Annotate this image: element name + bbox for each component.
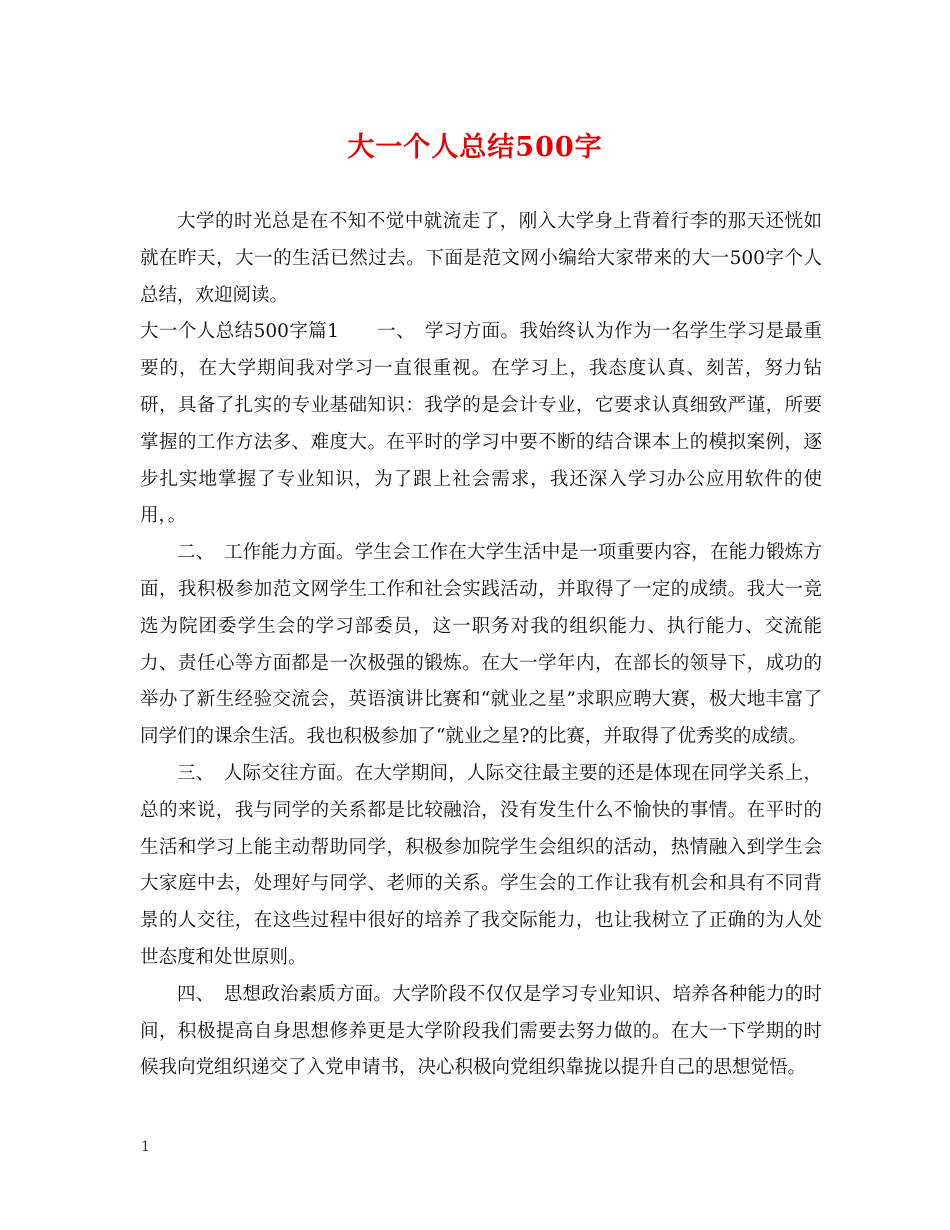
paragraph-interpersonal: 三、 人际交往方面。在大学期间，人际交往最主要的还是体现在同学关系上，总的来说，我与同学的关系都是比较融洽，没有发生什么不愉快的事情。在平时的生活和学习上能主动帮助同学，积极参加院学生会组织的活动，热情融入到学生会大家庭中去，处理好与同学、老师的关系。学生会的工作让我有机会和具有不同背景的人交往，在这些过程中很好的培养了我交际能力，也让我树立了正确的为人处世态度和处世原则。 (140, 762, 822, 968)
page-number: 1 (141, 1139, 150, 1155)
paragraph-political: 四、 思想政治素质方面。大学阶段不仅仅是学习专业知识、培养各种能力的时间，积极提高自身思想修养更是大学阶段我们需要去努力做的。在大一下学期的时候我向党组织递交了入党申请书，决心积极向党组织靠拢以提升自己的思想觉悟。 (140, 983, 822, 1079)
paragraph-intro: 大学的时光总是在不知不觉中就流走了，刚入大学身上背着行李的那天还恍如就在昨天，大一的生活已然过去。下面是范文网小编给大家带来的大一500字个人总结，欢迎阅读。 (140, 211, 822, 306)
document-title: 大一个人总结500字 (347, 132, 603, 163)
document-body (140, 204, 822, 1087)
paragraph-work-ability: 二、 工作能力方面。学生会工作在大学生活中是一项重要内容，在能力锻炼方面，我积极参加范文网学生工作和社会实践活动，并取得了一定的成绩。我大一竞选为院团委学生会的学习部委员，这一职务对我的组织能力、执行能力、交流能力、责任心等方面都是一次极强的锻炼。在大一学年内，在部长的领导下，成功的举办了新生经验交流会，英语演讲比赛和“就业之星”求职应聘大赛，极大地丰富了同学们的课余生活。我也积极参加了“就业之星?的比赛，并取得了优秀奖的成绩。 (140, 542, 822, 748)
paragraph-study: 大一个人总结500字篇1 一、 学习方面。我始终认为作为一名学生学习是最重要的，在大学期间我对学习一直很重视。在学习上，我态度认真、刻苦，努力钻研，具备了扎实的专业基础知识：我学的是会计专业，它要求认真细致严谨，所要掌握的工作方法多、难度大。在平时的学习中要不断的结合课本上的模拟案例，逐步扎实地掌握了专业知识，为了跟上社会需求，我还深入学习办公应用软件的使用，。 (140, 321, 822, 527)
